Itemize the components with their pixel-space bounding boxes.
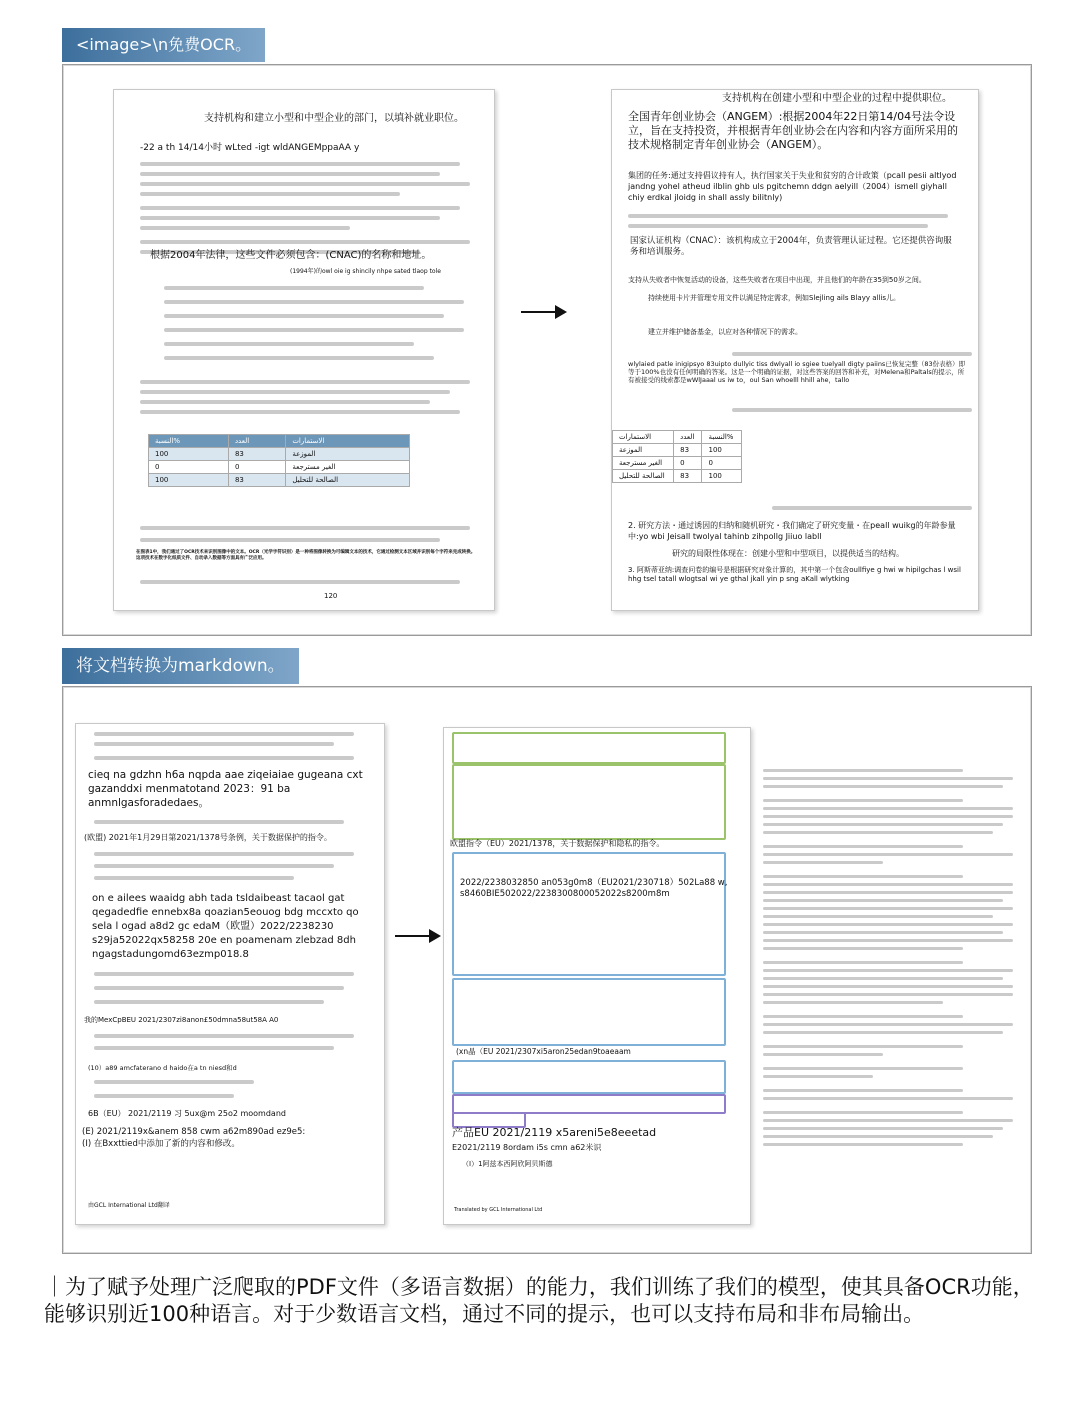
ocr-para: 研究的局限性体现在：创建小型和中型项目，以提供适当的结构。 xyxy=(672,549,904,558)
ocr-para: 支持从失败者中恢复活动的设备，这些失败者在项目中出现，并且他们的年龄在35到50岁之间。 xyxy=(628,276,926,284)
ocr-sub: (1994年)的owl oie ig shincily nhpe sated tlaop tole xyxy=(290,268,441,275)
data-table-result: الاستمارات العدد النسبة% الموزعة 83 100 الغير مسترجعة 0 0 الصالحة للتحليل 83 100 xyxy=(612,430,742,483)
ocr-para: 持续使用卡片并管理专用文件以满足特定需求，例如Slejling ails Blayy allis儿。 xyxy=(648,294,901,302)
section-tag-ocr: <image>\n免费OCR。 xyxy=(62,28,265,62)
ocr-line: (欧盟) 2021年1月29日第2021/1378号条例，关于数据保护的指令。 xyxy=(84,833,332,842)
ocr-line: 2022/2238032850 an053g0m8（EU2021/230718）502La88 w, s8460BIE502022/2238300800052022s8200m8m xyxy=(460,878,731,899)
translation-credit: Translated by GCL International Ltd xyxy=(454,1207,543,1213)
arrow-right-icon xyxy=(395,935,439,937)
layout-box xyxy=(452,764,726,840)
layout-box xyxy=(452,1094,726,1114)
ocr-para: 2. 研究方法・通过诱因的归纳和随机研究・我们确定了研究变量・在peall wuikg的年龄参量中:yo wbi Jeisall twolyal tahinb zihpollg Jiiuo labll xyxy=(628,521,956,541)
ocr-line: 产品EU 2021/2119 x5areni5e8eeetad xyxy=(452,1126,657,1139)
ocr-para: 建立并维护储备基金，以应对各种情况下的需求。 xyxy=(648,328,802,336)
ocr-line: (10）a89 amcfaterano d haido在a tn niesd和d xyxy=(88,1064,237,1072)
source-page-arabic xyxy=(113,89,495,611)
markdown-example-panel xyxy=(62,686,1032,1254)
source-page-sinhala xyxy=(75,723,385,1225)
layout-result-page xyxy=(443,727,751,1225)
section-tag-markdown: 将文档转换为markdown。 xyxy=(62,648,299,684)
ocr-line: 6B（EU） 2021/2119 习 5ux@m 25o2 moomdand xyxy=(88,1109,286,1118)
arrow-right-icon xyxy=(521,311,565,313)
ocr-note: 根据2004年法律，这些文件必须包含：(CNAC)的名称和地址。 xyxy=(150,250,432,261)
ocr-line: 我的MexCpBEU 2021/2307zi8anon£50dmna58ut58A A0 xyxy=(84,1016,279,1024)
ocr-para: 全国青年创业协会（ANGEM）:根据2004年22日第14/04号法令设立，旨在支持投资，并根据青年创业协会在内容和内容方面所采用的技术规格制定青年创业协会（ANGEM）。 xyxy=(628,110,958,151)
ocr-line: E2021/2119 8ordam i5s cmn a62米识 xyxy=(452,1143,602,1152)
ocr-line: on e ailees waaidg abh tada tsldaibeast tacaol gat qegadedfie ennebx8a qoazian5eouog bdg mccxto qo sela l ogad a8d2 gc edaM（欧盟）2022/2238230 s29ja52022qx58258 20e en poamenam zlebzad 8dh ngagstadungomd63ezmp018.8 xyxy=(92,893,359,960)
data-table-source: النسبة% العدد الاستمارات 100 83 الموزعة 0 0 الغير مسترجعة 100 83 الصالحة للتحليل xyxy=(148,434,410,487)
ocr-line: 欧盟指令（EU）2021/1378，关于数据保护和隐私的指令。 xyxy=(450,839,665,848)
ocr-para: wlylaied patle inigipsyo 83uipto dullyic tiss dwlyall io sgiee tuelyall digty paiins已恢复完整（83份表格）即等于100%也没有任何明确的答案。这是一个明确的证据，对这些答案的回答和补充，对Melena和Paltals的提示，所有被接受的线索都是wWlJaaal us iw to，oul San whoelll hhill ahe，tallo xyxy=(628,360,966,384)
ocr-line: (I) 在Bxxttied中添加了新的内容和修改。 xyxy=(82,1139,240,1149)
ocr-para: 集团的任务:通过支持倡议持有人，执行国家关于失业和贫穷的合计政策（pcall pesii altlyod jandng yohel atheud ilblin ghb uls pgitchemn ddgn aelyill（2004）ismell giyhall chiy erdkal jloidg in shall assly bilitnly) xyxy=(628,171,959,202)
ocr-line: (E) 2021/2119x&anem 858 cwm a62m890ad ez9e5: xyxy=(82,1127,306,1137)
ocr-para: 3. 阿斯蒂亚纳:调查问卷的编号是根据研究对象计算的，其中第一个包含oullfiye g hwi w hipilgchas l wsil hhg tsel tatall wlogtsal wi ye gthal jkall yin p sng aKall wlytking xyxy=(628,566,964,583)
page-title: 支持机构在创建小型和中型企业的过程中提供职位。 xyxy=(722,93,952,104)
translation-credit: 由GCL International Ltd翻译 xyxy=(88,1202,170,1209)
layout-box xyxy=(452,978,726,1046)
markdown-output-page xyxy=(759,767,1025,1225)
ocr-para: 国家认证机构（CNAC）：该机构成立于2004年，负责管理认证过程。它还提供咨询服务和培训服务。 xyxy=(630,236,952,257)
page-title: 支持机构和建立小型和中型企业的部门，以填补就业职位。 xyxy=(204,113,464,124)
ocr-line: (xn晶（EU 2021/2307xi5aron25edan9toaeaam xyxy=(456,1047,631,1056)
page-number: 120 xyxy=(324,592,338,600)
ocr-line: -22 a th 14/14小时 wLted -igt wldANGEMppaAA y xyxy=(140,143,360,153)
layout-box xyxy=(452,732,726,764)
ocr-result-page xyxy=(611,89,979,611)
layout-box xyxy=(452,852,726,976)
figure-caption: ｜为了赋予处理广泛爬取的PDF文件（多语言数据）的能力，我们训练了我们的模型，使其具备OCR功能，能够识别近100种语言。对于少数语言文档，通过不同的提示，也可以支持布局和非布局输出。 xyxy=(44,1275,1034,1326)
ocr-line: cieq na gdzhn h6a nqpda aae ziqeiaiae gugeana cxt gazanddxi menmatotand 2023：91 ba anmnlgasforadedaes。 xyxy=(88,769,363,809)
ocr-line: （I）1阿兹本西阿欣阿贝斯德 xyxy=(462,1160,553,1168)
ocr-footnote: 在图表1中，我们通过了OCR技术来识别图像中的文本。OCR（光学字符识别）是一种将图像转换为可编辑文本的技术，它通过检测文本区域并识别每个字符来完成转换。这项技术在数字化纸质文件、自动录入数据等方面具有广泛应用。 xyxy=(136,550,476,561)
layout-box xyxy=(452,1060,726,1094)
ocr-example-panel xyxy=(62,64,1032,636)
